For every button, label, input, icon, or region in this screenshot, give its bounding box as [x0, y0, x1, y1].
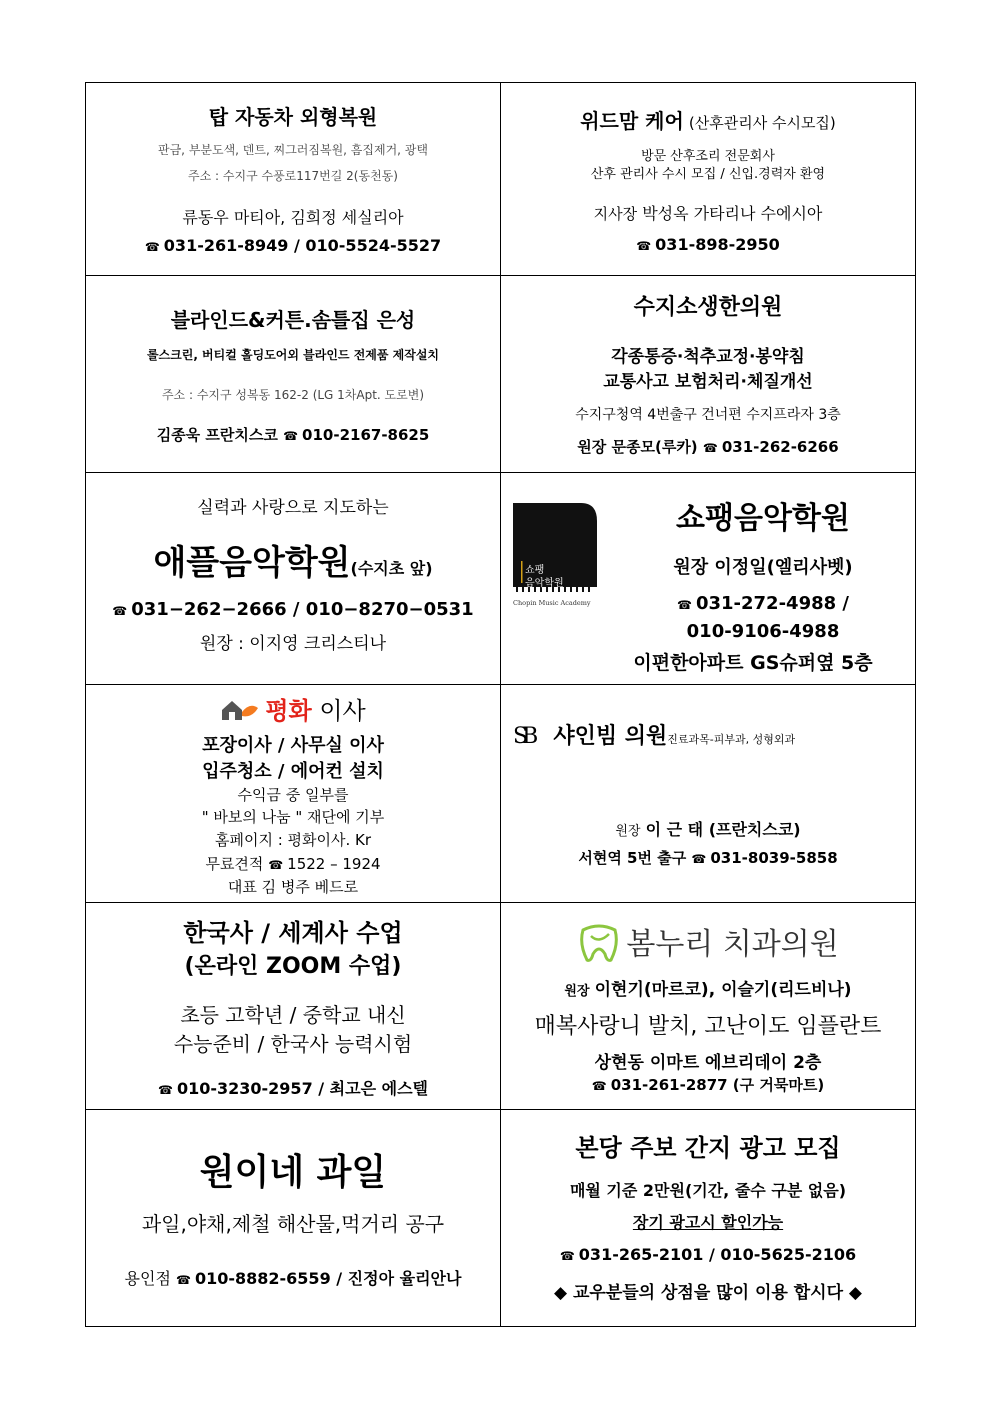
- ad-line-2: 수능준비 / 한국사 능력시험: [173, 1032, 413, 1056]
- piano-logo-text-1: 쇼팽: [525, 565, 545, 576]
- ad-top-auto: [86, 83, 501, 276]
- phone-icon: ☎: [559, 1249, 575, 1263]
- ad-tagline: 실력과 사랑으로 지도하는: [197, 498, 389, 518]
- ad-estimate: 무료견적: [205, 855, 264, 873]
- ad-contact-line: [501, 436, 915, 457]
- ad-title: 블라인드&커튼.솜틀집 은성: [170, 308, 416, 332]
- phone-icon: ☎: [158, 1083, 173, 1097]
- ad-phone-line: [86, 599, 500, 620]
- ad-title: 위드맘 케어: [580, 109, 684, 133]
- ad-price: 매월 기준 2만원(기간, 줄수 구분 없음): [569, 1181, 847, 1200]
- piano-logo-text-2: 음악학원: [525, 578, 564, 589]
- ad-line-1: 방문 산후조리 전문회사: [641, 149, 775, 164]
- ad-title: 쇼팽음악학원: [676, 501, 850, 536]
- phone-icon: ☎: [112, 604, 128, 618]
- ad-estimate-line: [86, 853, 500, 874]
- ad-products: 롤스크린, 버티컬 홀딩도어외 블라인드 전제품 제작설치: [146, 348, 440, 362]
- ad-role: 지사장: [593, 205, 638, 223]
- ad-phone: 1522 – 1924: [287, 855, 381, 873]
- phone-icon: ☎: [144, 240, 160, 254]
- ad-fruit: [86, 1110, 501, 1327]
- ad-phone: 031-265-2101 / 010-5625-2106: [578, 1245, 857, 1264]
- ad-history: [86, 903, 501, 1110]
- ad-phone: 031-8039-5858: [710, 849, 838, 867]
- ad-closing-line: [501, 1278, 915, 1303]
- ad-phone: 031-262-6266: [721, 438, 839, 456]
- ad-line-1: 포장이사 / 사무실 이사: [202, 735, 384, 756]
- ad-people: 류동우 마티아, 김희정 세실리아: [182, 208, 404, 227]
- ad-services: 판금, 부분도색, 덴트, 찌그러짐복원, 흠집제거, 광택: [158, 143, 428, 157]
- ad-phone-2: 010-9106-4988: [686, 621, 840, 642]
- ad-phone-line: [86, 1076, 500, 1099]
- ad-title-line: [501, 105, 915, 134]
- ad-phone-line: [501, 235, 915, 254]
- ad-shine: [501, 685, 916, 903]
- ad-phone: 010-8882-6559 / 진정아 율리안나: [194, 1269, 462, 1288]
- ad-director-line: [501, 975, 915, 1000]
- piano-logo-caption: Chopin Music Academy: [513, 599, 591, 607]
- ad-address: 상현동 이마트 에브리데이 2층: [594, 1053, 822, 1073]
- ad-title: 봄누리 치과의원: [626, 927, 839, 962]
- ad-phone-line: [501, 1074, 915, 1095]
- ad-phone-line: [86, 236, 500, 255]
- ad-role: 원장: [564, 984, 590, 999]
- ad-location: 서현역 5번 출구: [578, 849, 687, 867]
- ad-title-line: [86, 535, 500, 584]
- ad-row-6: [86, 1110, 916, 1327]
- ad-line-2: 산후 관리사 수시 모집 / 신입.경력자 환영: [590, 167, 826, 182]
- ad-title-note: (산후관리사 수시모집): [688, 114, 836, 132]
- ad-phone: 010-3230-2957 / 최고은 에스텔: [176, 1079, 428, 1098]
- phone-icon: ☎: [283, 429, 299, 443]
- ad-location-line: [501, 847, 915, 868]
- ad-moving: [86, 685, 501, 903]
- diamond-icon: ◆: [848, 1283, 862, 1303]
- ad-title: 수지소생한의원: [633, 295, 783, 320]
- ad-title: 샤인빔 의원: [553, 724, 668, 749]
- piano-logo: [511, 499, 599, 609]
- ad-closing: 교우분들의 상점을 많이 이용 합시다: [572, 1283, 843, 1303]
- tooth-icon: [577, 924, 621, 964]
- ad-title: 한국사 / 세계사 수업: [183, 919, 403, 947]
- ad-phone: 010-2167-8625: [302, 426, 430, 444]
- phone-icon: ☎: [636, 239, 652, 253]
- ad-phone-line: [501, 1245, 915, 1264]
- ad-grid: [85, 82, 916, 1327]
- ad-contact-line: [86, 1266, 500, 1289]
- ad-name: 김종욱 프란치스코: [156, 426, 278, 444]
- ad-title-rest: 이사: [311, 697, 366, 725]
- ad-names: 이현기(마르코), 이슬기(리드비나): [594, 980, 852, 1000]
- shine-logo: SB: [513, 724, 533, 749]
- ad-line-4: " 바보의 나눔 " 재단에 기부: [201, 808, 385, 826]
- ad-phone-line: [611, 593, 915, 614]
- ad-apple-music: [86, 473, 501, 685]
- ad-address: 주소 : 수지구 수풍로117번길 2(동천동): [188, 169, 398, 183]
- phone-icon: ☎: [702, 441, 718, 455]
- ad-title: 본당 주보 간지 광고 모집: [575, 1134, 841, 1162]
- ad-branch: 용인점: [124, 1269, 171, 1288]
- ad-director: 원장 문종모(루카): [577, 438, 698, 456]
- ad-name: 박성옥 가타리나 수에시아: [642, 204, 823, 223]
- ad-manager-line: [501, 201, 915, 224]
- ad-line-2: 입주청소 / 에어컨 설치: [202, 761, 384, 782]
- ad-clinic: [501, 276, 916, 473]
- ad-goods: 과일,야채,제철 해산물,먹거리 공구: [141, 1212, 445, 1236]
- ad-contact-line: [86, 424, 500, 445]
- ad-title-line: [501, 919, 915, 964]
- ad-row-2: [86, 276, 916, 473]
- ad-line-1: 초등 고학년 / 중학교 내신: [180, 1003, 406, 1027]
- ad-title: 탑 자동차 외형복원: [208, 105, 378, 129]
- ad-chopin: [501, 473, 916, 685]
- ad-line-3: 수익금 중 일부를: [237, 786, 349, 804]
- ad-recruit: [501, 1110, 916, 1327]
- ad-title-line: [513, 719, 915, 750]
- ad-address: 수지구청역 4번출구 건너편 수지프라자 3층: [575, 407, 841, 423]
- ad-discount: 장기 광고시 할인가능: [632, 1213, 784, 1232]
- phone-icon: ☎: [176, 1273, 191, 1287]
- diamond-icon: ◆: [553, 1283, 568, 1303]
- ad-title-note: 진료과목-피부과, 성형외과: [667, 733, 796, 746]
- phone-icon: ☎: [268, 858, 284, 872]
- ad-phone-1: 031-272-4988 /: [695, 593, 849, 614]
- ad-services: 매복사랑니 발치, 고난이도 임플란트: [534, 1014, 882, 1039]
- ad-address: 주소 : 수지구 성복동 162-2 (LG 1차Apt. 도로변): [161, 388, 425, 402]
- moving-house-icon: [220, 698, 260, 722]
- ad-row-1: [86, 83, 916, 276]
- ad-title-red: 평화: [265, 697, 312, 725]
- ad-row-4: [86, 685, 916, 903]
- ad-ceo: 대표 김 병주 베드로: [227, 878, 359, 896]
- ad-director: 원장 : 이지영 크리스티나: [199, 634, 387, 654]
- ad-phone: 031-261-2877 (구 거묵마트): [610, 1076, 825, 1094]
- ad-title: 원이네 과일: [199, 1152, 387, 1193]
- ad-title-line: [86, 691, 500, 726]
- ad-wood-mom: [501, 83, 916, 276]
- ad-row-5: [86, 903, 916, 1110]
- ad-line-1: 각종통증·척추교정·봉약침: [611, 347, 805, 367]
- ad-phone: 031-261-8949 / 010-5524-5527: [163, 236, 442, 255]
- phone-icon: ☎: [691, 852, 707, 866]
- ad-name: 이 근 태 (프란치스코): [645, 820, 801, 839]
- ad-line-5: 홈페이지 : 평화이사. Kr: [214, 831, 372, 849]
- ad-blind: [86, 276, 501, 473]
- phone-icon: ☎: [591, 1079, 607, 1093]
- ad-phone: 031-898-2950: [655, 235, 780, 254]
- ad-row-3: [86, 473, 916, 685]
- ad-director-line: [501, 817, 915, 840]
- ad-dental: [501, 903, 916, 1110]
- ad-title-note: (수지초 앞): [350, 559, 433, 578]
- ad-address: 이편한아파트 GS슈퍼옆 5층: [633, 652, 873, 674]
- ad-role: 원장: [615, 824, 641, 839]
- ad-line-2: 교통사고 보험처리·체질개선: [603, 372, 813, 392]
- ad-director: 원장 이정일(엘리사벳): [673, 557, 853, 578]
- ad-subtitle: (온라인 ZOOM 수업): [184, 954, 402, 979]
- phone-icon: ☎: [677, 598, 692, 612]
- ad-title: 애플음악학원: [153, 543, 351, 583]
- ad-phone: 031−262−2666 / 010−8270−0531: [131, 599, 474, 620]
